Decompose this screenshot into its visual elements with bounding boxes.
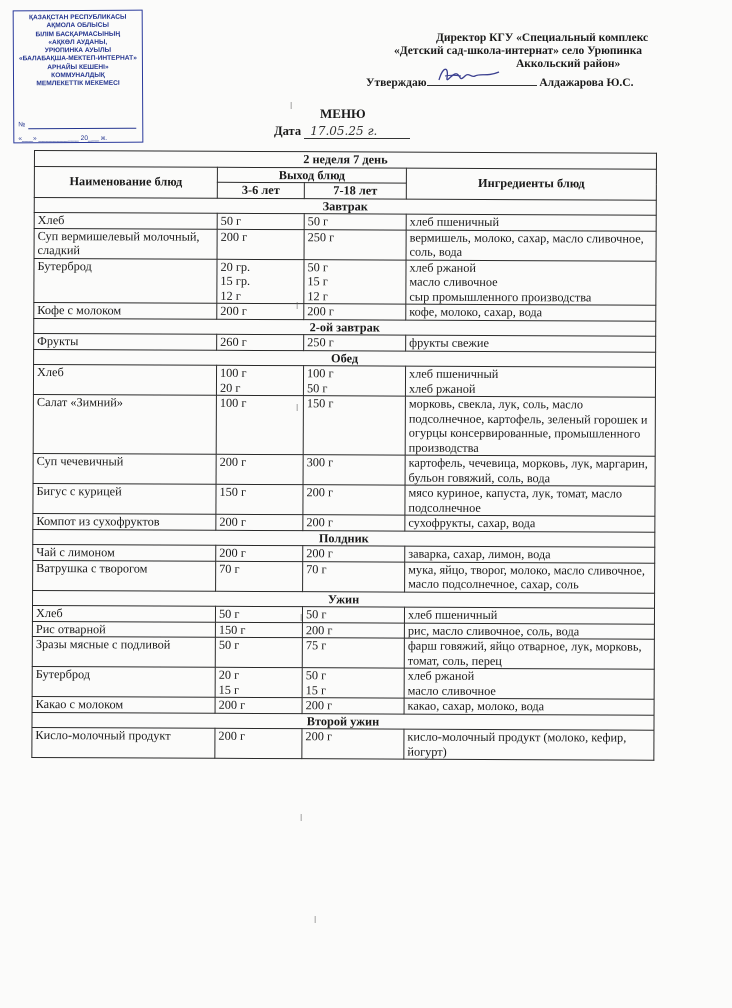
ingredients: какао, сахар, молоко, вода: [404, 698, 654, 715]
scan-mark: ǀ: [300, 812, 303, 824]
approval-line-3: Аккольский район»: [516, 58, 621, 70]
table-row: [32, 636, 654, 669]
stamp-line: АРНАЙЫ КЕШЕНІ»: [47, 63, 109, 71]
table-row: [34, 228, 656, 261]
col-header-age-7-18: 7-18 лет: [304, 183, 406, 199]
yield-7-18: 250 г: [304, 335, 406, 351]
ingredients: хлеб ржаной масло сливочное: [404, 668, 654, 699]
yield-7-18: 50 г 15 г 12 г: [304, 259, 406, 304]
yield-7-18: 250 г: [304, 229, 406, 259]
yield-7-18: 100 г 50 г: [303, 366, 405, 396]
stamp-line: «БАЛАБАҚША-МЕКТЕП-ИНТЕРНАТ»: [18, 55, 137, 63]
col-header-yield: Выход блюд: [217, 167, 406, 183]
yield-3-6: 200 г: [215, 697, 302, 713]
yield-7-18: 200 г: [302, 698, 404, 714]
yield-3-6: 70 г: [216, 561, 303, 591]
approval-line-2: «Детский сад-школа-интернат» село Урюпинка: [394, 45, 642, 57]
dish-name: Бутерброд: [32, 666, 215, 697]
table-row: [33, 365, 655, 398]
yield-3-6: 20 г 15 г: [215, 667, 302, 697]
stamp-date-line: «___» ___________ 20___ ж.: [18, 134, 108, 143]
yield-7-18: 50 г: [302, 607, 404, 623]
ingredients: хлеб пшеничный: [404, 607, 654, 624]
yield-3-6: 200 г: [216, 454, 303, 484]
col-header-ingredients: Ингредиенты блюд: [406, 168, 656, 200]
yield-3-6: 100 г: [216, 395, 303, 454]
section-header: Ужин: [33, 590, 655, 608]
stamp-line: МЕМЛЕКЕТТІК МЕКЕМЕСІ: [36, 80, 120, 88]
table-row: [33, 453, 655, 486]
section-header: Второй ужин: [32, 712, 654, 730]
ingredients: сухофрукты, сахар, вода: [405, 515, 655, 532]
ingredients: мясо куриное, капуста, лук, томат, масло подсолнечное: [405, 485, 655, 516]
yield-7-18: 200 г: [303, 485, 405, 515]
signature-icon: [435, 64, 505, 86]
yield-7-18: 50 г 15 г: [302, 668, 404, 698]
dish-name: Рис отварной: [32, 621, 215, 637]
dish-name: Фрукты: [34, 334, 217, 350]
scan-mark: ǀ: [314, 914, 317, 926]
yield-7-18: 200 г: [302, 622, 404, 638]
yield-7-18: 150 г: [303, 396, 405, 455]
official-stamp: [13, 10, 144, 144]
date-line: [274, 124, 410, 139]
ingredients: мука, яйцо, творог, молоко, масло сливочное, масло подсолнечное, сахар, соль: [405, 562, 655, 593]
ingredients: заварка, сахар, лимон, вода: [405, 546, 655, 563]
yield-3-6: 200 г: [217, 303, 304, 319]
yield-3-6: 150 г: [215, 622, 302, 638]
page-title: МЕНЮ: [320, 106, 366, 121]
yield-7-18: 200 г: [302, 729, 404, 759]
dish-name: Бутерброд: [34, 258, 217, 303]
dish-name: Какао с молоком: [32, 696, 215, 712]
table-row: [32, 666, 654, 699]
scan-mark: ǀ: [290, 100, 293, 112]
ingredients: фрукты свежие: [406, 335, 656, 352]
signature-field: [427, 74, 537, 86]
date-label: Дата: [274, 124, 302, 138]
yield-7-18: 200 г: [304, 304, 406, 320]
ingredients: кисло-молочный продукт (молоко, кефир, йогурт): [404, 729, 654, 760]
section-header: Завтрак: [34, 197, 656, 215]
table-row: [33, 483, 655, 516]
yield-7-18: 70 г: [303, 561, 405, 591]
yield-7-18: 50 г: [304, 214, 406, 230]
yield-3-6: 20 гр. 15 гр. 12 г: [217, 259, 304, 304]
yield-3-6: 100 г 20 г: [216, 365, 303, 395]
dish-name: Хлеб: [32, 605, 215, 621]
signer-name: Алдажарова Ю.С.: [539, 77, 634, 89]
yield-7-18: 300 г: [303, 455, 405, 485]
stamp-line: ҚАЗАҚСТАН РЕСПУБЛИКАСЫ: [28, 13, 127, 22]
yield-7-18: 200 г: [303, 515, 405, 531]
col-header-name: Наименование блюд: [34, 166, 217, 198]
dish-name: Ватрушка с творогом: [33, 560, 216, 591]
stamp-number-underline: [28, 128, 136, 130]
ingredients: картофель, чечевица, морковь, лук, маргарин, бульон говяжий, соль, вода: [405, 455, 655, 486]
dish-name: Чай с лимоном: [33, 544, 216, 560]
yield-3-6: 50 г: [217, 213, 304, 229]
yield-3-6: 50 г: [215, 606, 302, 622]
yield-3-6: 150 г: [216, 484, 303, 514]
approval-signature-line: [366, 74, 634, 90]
ingredients: фарш говяжий, яйцо отварное, лук, морковь, томат, соль, перец: [404, 638, 654, 669]
dish-name: Зразы мясные с подливой: [32, 636, 215, 667]
table-row: [34, 258, 656, 305]
yield-7-18: 200 г: [303, 546, 405, 562]
table-row: [33, 394, 655, 456]
stamp-line: БІЛІМ БАСҚАРМАСЫНЫҢ: [35, 30, 121, 38]
dish-name: Компот из сухофруктов: [33, 513, 216, 529]
scan-mark: ǀ: [300, 612, 303, 624]
col-header-age-3-6: 3-6 лет: [217, 182, 304, 198]
ingredients: хлеб ржаной масло сливочное сыр промышленного производства: [406, 260, 656, 306]
dish-name: Хлеб: [33, 365, 216, 396]
week-day-label: 2 неделя 7 день: [34, 151, 656, 169]
ingredients: хлеб пшеничный хлеб ржаной: [405, 366, 655, 397]
scan-mark: ǀ: [296, 402, 299, 414]
ingredients: морковь, свекла, лук, соль, масло подсолнечное, картофель, зеленый горошек и огурцы консервированные, промышленного производства: [405, 396, 655, 456]
stamp-line: «АҚКӨЛ АУДАНЫ,: [48, 38, 108, 47]
section-header: 2-ой завтрак: [34, 318, 656, 336]
ingredients: кофе, молоко, сахар, вода: [406, 304, 656, 321]
table-row: [32, 727, 654, 760]
approve-label: Утверждаю: [366, 77, 427, 89]
date-value: 17.05.25 г.: [304, 124, 410, 139]
stamp-number-line: №: [18, 121, 26, 129]
section-header: Обед: [34, 349, 656, 367]
yield-3-6: 260 г: [217, 334, 304, 350]
dish-name: Суп чечевичный: [33, 453, 216, 484]
scan-mark: ǀ: [296, 300, 299, 312]
dish-name: Хлеб: [34, 213, 217, 229]
ingredients: хлеб пшеничный: [406, 214, 656, 231]
dish-name: Салат «Зимний»: [33, 394, 216, 454]
dish-name: Бигус с курицей: [33, 483, 216, 514]
ingredients: рис, масло сливочное, соль, вода: [404, 623, 654, 640]
yield-3-6: 200 г: [217, 229, 304, 259]
yield-3-6: 200 г: [215, 728, 302, 758]
yield-3-6: 200 г: [216, 545, 303, 561]
ingredients: вермишель, молоко, сахар, масло сливочное, соль, вода: [406, 230, 656, 261]
stamp-line: АҚМОЛА ОБЛЫСЫ: [46, 22, 109, 30]
yield-3-6: 200 г: [216, 514, 303, 530]
table-row: [33, 560, 655, 593]
menu-table: [31, 150, 657, 761]
yield-3-6: 50 г: [215, 637, 302, 667]
stamp-line: КОММУНАЛДЫҚ: [51, 71, 105, 80]
dish-name: Кисло-молочный продукт: [32, 727, 215, 758]
yield-7-18: 75 г: [302, 638, 404, 668]
stamp-line: УРЮПИНКА АУЫЛЫ: [44, 47, 112, 55]
dish-name: Кофе с молоком: [34, 303, 217, 319]
approval-line-1: Директор КГУ «Специальный комплекс: [436, 32, 649, 44]
dish-name: Суп вермишелевый молочный, сладкий: [34, 228, 217, 259]
section-header: Полдник: [33, 529, 655, 547]
